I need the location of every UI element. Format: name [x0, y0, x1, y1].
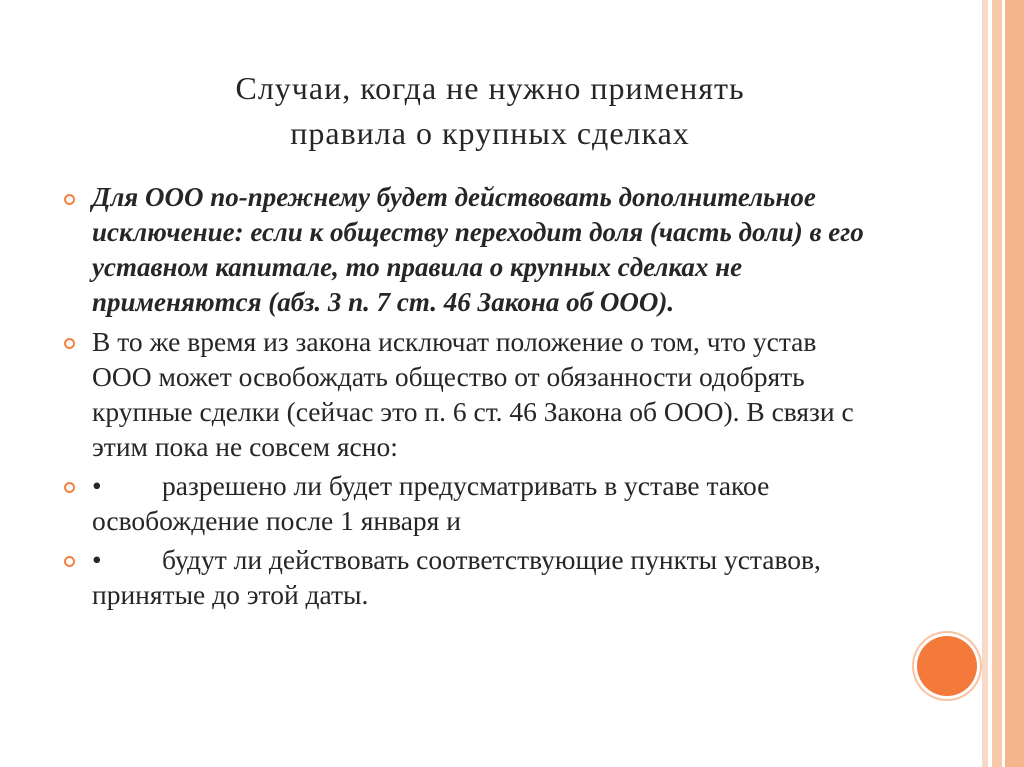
list-item-marker: • — [92, 544, 102, 575]
ring-bullet-icon — [64, 338, 75, 349]
title-line-2: правила о крупных сделках — [290, 115, 690, 151]
title-line-1: Случаи, когда не нужно применять — [235, 70, 745, 106]
decor-stripe — [1005, 0, 1024, 767]
list-item-text: будут ли действовать соответствующие пункты уставов, принятые до этой даты. — [92, 544, 821, 610]
decor-circle — [917, 636, 977, 696]
bullet-list — [64, 180, 864, 616]
list-item — [64, 542, 864, 612]
list-item-marker: • — [92, 470, 102, 501]
ring-bullet-icon — [64, 556, 75, 567]
list-item-text: разрешено ли будет предусматривать в уставе такое освобождение после 1 января и — [92, 470, 770, 536]
ring-bullet-icon — [64, 194, 75, 205]
list-item-text: В то же время из закона исключат положение о том, что устав ООО может освобождать общество от обязанности одобрять крупные сделки (сейчас это п. 6 ст. 46 Закона об ООО). В связи с этим пока не совсем ясно: — [92, 326, 854, 462]
ring-bullet-icon — [64, 482, 75, 493]
list-item — [64, 324, 864, 464]
list-item-text: Для ООО по-прежнему будет действовать дополнительное исключение: если к обществу переходит доля (часть доли) в его уставном капитале, то правила о крупных сделках не применяются (абз. 3 п. 7 ст. 46 Закона об ООО). — [92, 182, 864, 317]
decor-stripe — [992, 0, 1002, 767]
list-item — [64, 468, 864, 538]
list-item — [64, 180, 864, 320]
slide-title — [60, 66, 920, 156]
